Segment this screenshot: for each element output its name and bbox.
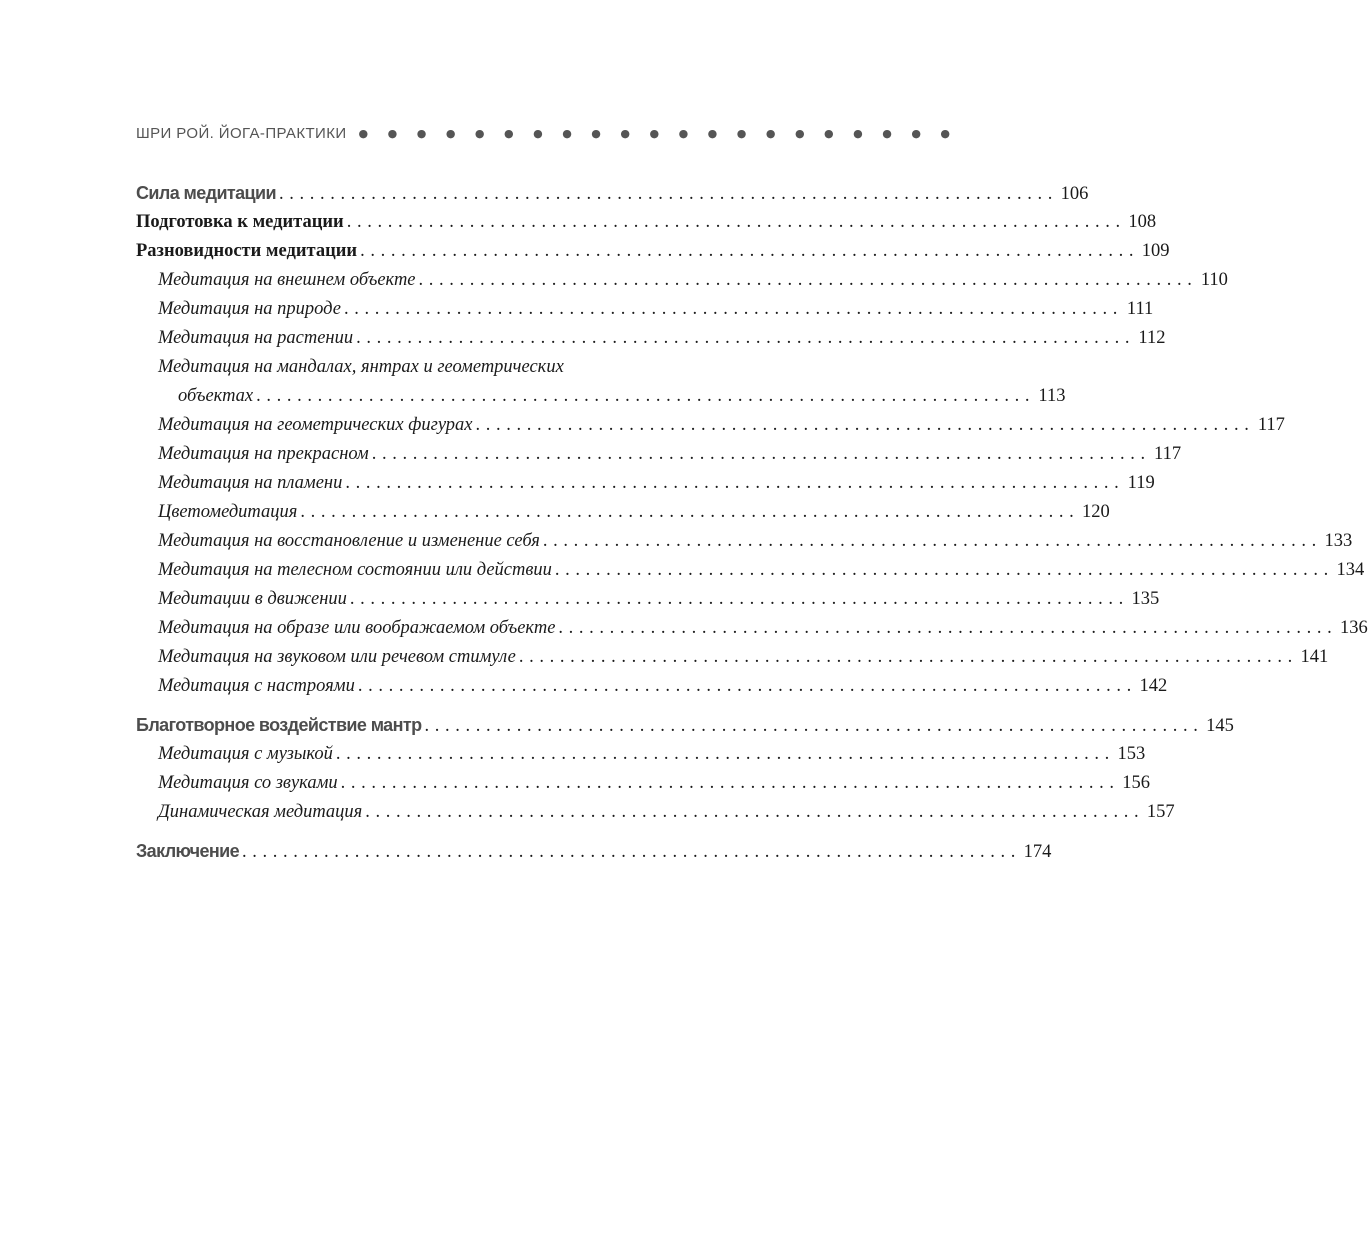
toc-entry-page: 120 [1082, 502, 1110, 522]
toc-subentry[interactable] [136, 556, 1365, 585]
toc-subentry[interactable] [136, 469, 1155, 498]
dot-leader [242, 838, 1015, 867]
toc-subentry[interactable] [136, 295, 1154, 324]
toc-entry-page: 136 [1340, 618, 1368, 638]
toc-entry-section[interactable] [136, 179, 1089, 208]
dot-leader [358, 672, 1131, 701]
dot-leader [558, 614, 1331, 643]
toc-subentry[interactable] [136, 527, 1353, 556]
toc-subentry[interactable] [136, 324, 1166, 353]
toc-entry-page: 119 [1127, 473, 1155, 493]
dot-leader [356, 324, 1129, 353]
toc-entry-page: 117 [1257, 415, 1285, 435]
toc-entry-title: Медитация на геометрических фигурах [158, 415, 473, 435]
toc-entry-title: Благотворное воздействие мантр [136, 715, 422, 735]
toc-subentry[interactable] [136, 585, 1160, 614]
dot-leader [543, 527, 1316, 556]
toc-entry-title: Медитация на растении [158, 328, 354, 348]
toc-subentry[interactable] [136, 769, 1151, 798]
dot-leader [555, 556, 1328, 585]
toc-entry-page: 110 [1200, 270, 1228, 290]
toc-subentry[interactable] [136, 643, 1329, 672]
dot-leader [345, 469, 1118, 498]
toc-entry-title: Медитация на пламени [158, 473, 343, 493]
toc-entry-page: 156 [1122, 773, 1151, 793]
toc-entry-title: Медитации в движении [158, 589, 347, 609]
toc-entry-title: Медитация со звуками [158, 773, 338, 793]
toc-subentry[interactable] [136, 498, 1110, 527]
toc-entry-page: 111 [1126, 299, 1154, 319]
toc-entry-page: 113 [1038, 386, 1066, 406]
dot-leader [519, 643, 1292, 672]
toc-subentry-line1[interactable]: Медитация на мандалах, янтрах и геометрических [158, 357, 564, 377]
toc-entry-title: Разновидности медитации [136, 241, 358, 261]
toc-entry-title: Медитация на звуковом или речевом стимуле [158, 647, 516, 667]
toc-subentry[interactable] [136, 266, 1228, 295]
toc-entry-page: 108 [1128, 212, 1157, 232]
toc-entry-page: 106 [1060, 184, 1089, 204]
toc-entry-page: 141 [1300, 647, 1329, 667]
toc-entry-title: Медитация на телесном состоянии или действии [158, 560, 552, 580]
toc-subentry[interactable] [136, 740, 1146, 769]
toc-entry-title: Динамическая медитация [158, 802, 363, 822]
toc-subentry[interactable] [136, 614, 1368, 643]
toc-entry-title: Медитация на природе [158, 299, 341, 319]
dot-leader [256, 382, 1029, 411]
toc-entry-title: Медитация на образе или воображаемом объекте [158, 618, 556, 638]
toc-entry-page: 112 [1138, 328, 1166, 348]
toc-entry-page: 134 [1336, 560, 1365, 580]
toc-entry-title: Цветомедитация [158, 502, 298, 522]
toc-subentry[interactable] [136, 382, 1066, 411]
decorative-dots: ● ● ● ● ● ● ● ● ● ● ● ● ● ● ● ● ● ● ● ● ● [358, 126, 959, 140]
toc-entry-title: Медитация с настроями [158, 676, 355, 696]
toc-entry-title: объектах [178, 386, 254, 406]
toc-entry-title: Медитация с музыкой [158, 744, 333, 764]
dot-leader [341, 769, 1114, 798]
dot-leader [279, 180, 1052, 209]
toc-entry-page: 145 [1206, 716, 1234, 736]
toc-entry-page: 142 [1139, 676, 1168, 696]
toc-entry-title: Медитация на восстановление и изменение себя [158, 531, 540, 551]
running-head [136, 121, 959, 145]
toc-entry-page: 135 [1131, 589, 1160, 609]
book-title: ШРИ РОЙ. ЙОГА-ПРАКТИКИ [136, 124, 347, 142]
dot-leader [344, 295, 1117, 324]
toc-subentry[interactable] [136, 672, 1168, 701]
dot-leader [360, 237, 1133, 266]
toc-entry-title: Медитация на внешнем объекте [158, 270, 416, 290]
toc-entry-title: Медитация на прекрасном [158, 444, 369, 464]
toc-entry-page: 109 [1141, 241, 1170, 261]
table-of-contents [136, 179, 1368, 866]
toc-entry-page: 174 [1023, 842, 1052, 862]
toc-entry-page: 157 [1146, 802, 1175, 822]
toc-subentry[interactable] [136, 440, 1182, 469]
dot-leader [476, 411, 1249, 440]
toc-subentry[interactable] [136, 798, 1175, 827]
toc-entry-section[interactable] [136, 711, 1234, 740]
toc-entry[interactable] [136, 237, 1170, 266]
toc-entry-title: Заключение [136, 841, 240, 861]
dot-leader [372, 440, 1145, 469]
dot-leader [347, 208, 1120, 237]
dot-leader [424, 712, 1197, 741]
toc-subentry[interactable] [136, 411, 1285, 440]
toc-entry-section[interactable] [136, 837, 1052, 866]
toc-entry[interactable] [136, 208, 1157, 237]
dot-leader [300, 498, 1073, 527]
dot-leader [336, 740, 1109, 769]
dot-leader [350, 585, 1123, 614]
dot-leader [365, 798, 1138, 827]
toc-entry-title: Сила медитации [136, 183, 276, 203]
toc-entry-page: 153 [1117, 744, 1146, 764]
dot-leader [419, 266, 1192, 295]
toc-entry-page: 133 [1324, 531, 1353, 551]
toc-entry-title: Подготовка к медитации [136, 212, 344, 232]
toc-entry-page: 117 [1154, 444, 1182, 464]
